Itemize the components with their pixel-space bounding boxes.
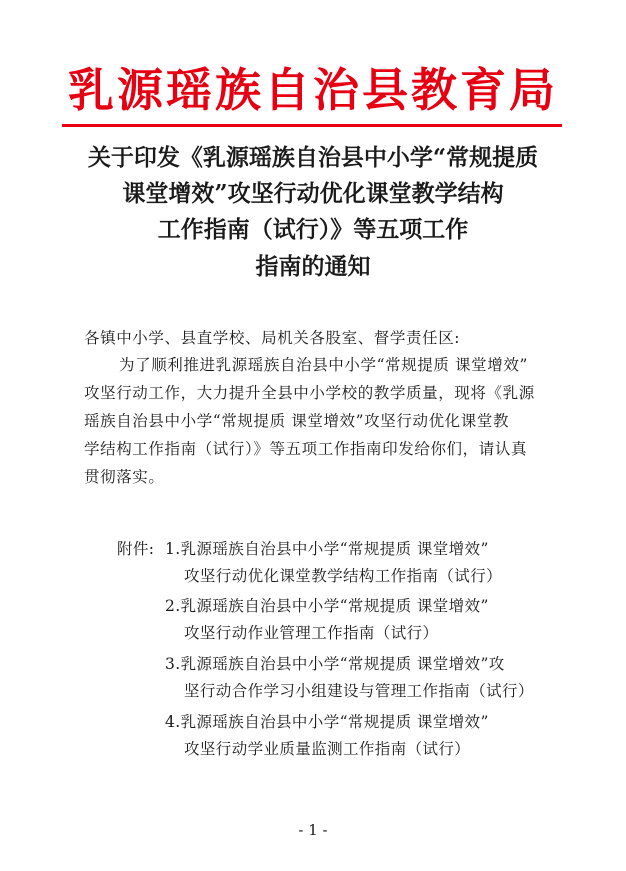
attachment-item-2-line-2: 攻坚行动作业管理工作指南（试行） xyxy=(184,624,439,642)
page-number: - 1 - xyxy=(298,821,328,839)
attachment-item-4-line-1: 4.乳源瑶族自治县中小学“常规提质 课堂增效” xyxy=(165,713,489,731)
attachment-item-1-line-2: 攻坚行动优化课堂教学结构工作指南（试行） xyxy=(184,567,503,585)
title-line-1: 关于印发《乳源瑶族自治县中小学“常规提质 xyxy=(87,144,539,171)
title-line-2: 课堂增效”攻坚行动优化课堂教学结构 xyxy=(122,180,504,207)
salutation: 各镇中小学、县直学校、局机关各股室、督学责任区: xyxy=(84,329,461,347)
attachment-item-2-line-1: 2.乳源瑶族自治县中小学“常规提质 课堂增效” xyxy=(165,597,489,615)
attachment-item-3-line-2: 坚行动合作学习小组建设与管理工作指南（试行） xyxy=(184,682,534,700)
paragraph-line: 贯彻落实。 xyxy=(84,468,165,486)
attachment-item-1-line-1: 1.乳源瑶族自治县中小学“常规提质 课堂增效” xyxy=(165,540,489,558)
paragraph-line: 瑶族自治县中小学“常规提质 课堂增效”攻坚行动优化课堂教 xyxy=(84,412,510,430)
document-header-org-name: 乳源瑶族自治县教育局 xyxy=(68,63,558,117)
paragraph-line: 学结构工作指南（试行）》等五项工作指南印发给你们，请认真 xyxy=(84,440,528,458)
attachment-item-3-line-1: 3.乳源瑶族自治县中小学“常规提质 课堂增效”攻 xyxy=(165,655,505,673)
paragraph-line: 为了顺利推进乳源瑶族自治县中小学“常规提质 课堂增效” xyxy=(119,356,528,374)
title-line-3: 工作指南（试行）》等五项工作 xyxy=(157,216,469,243)
header-red-divider xyxy=(62,124,562,127)
attachment-item-4-line-2: 攻坚行动学业质量监测工作指南（试行） xyxy=(184,740,471,758)
title-line-4: 指南的通知 xyxy=(255,253,371,280)
attachments-label: 附件: xyxy=(117,540,155,558)
paragraph-line: 攻坚行动工作，大力提升全县中小学校的教学质量，现将《乳源 xyxy=(84,384,535,402)
